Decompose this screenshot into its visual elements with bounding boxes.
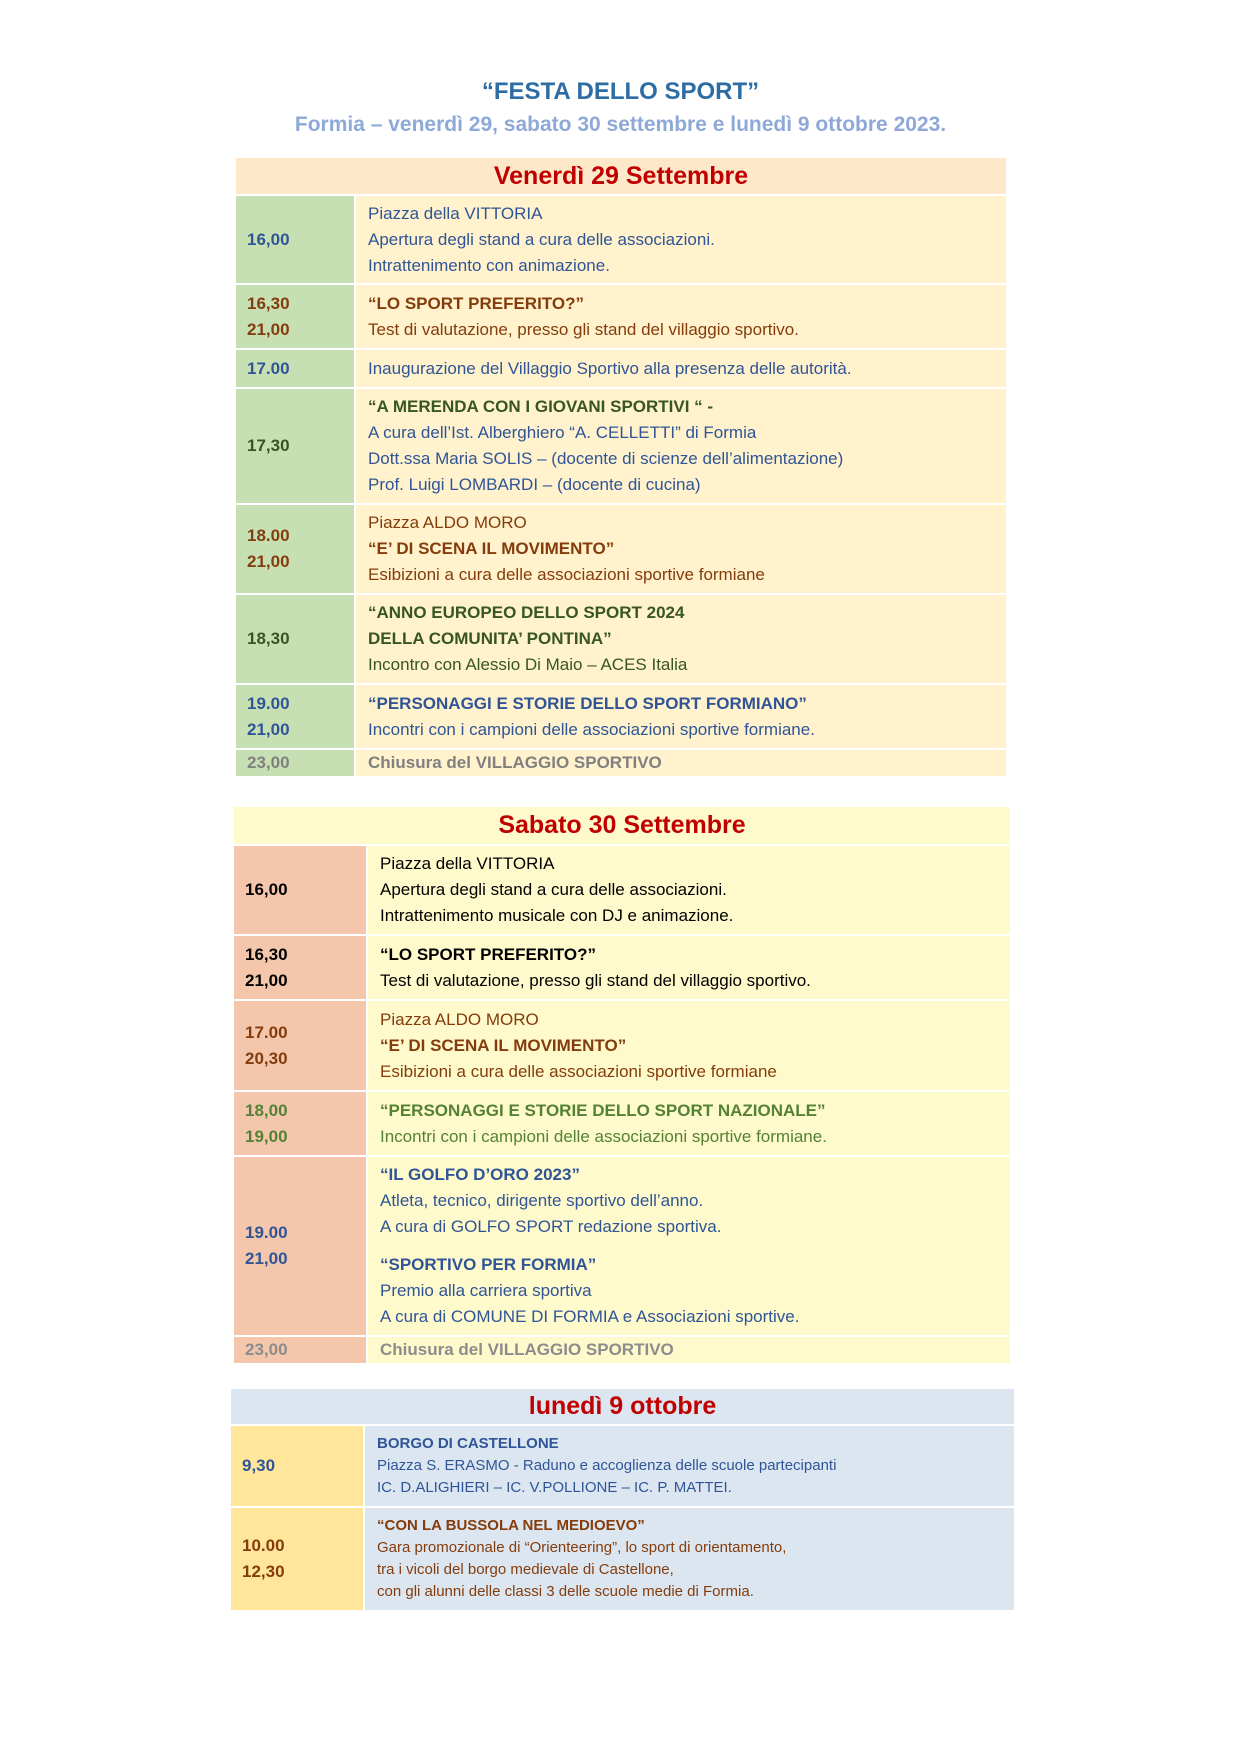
- table-row: [236, 388, 1006, 504]
- table-row: [236, 594, 1006, 684]
- table-row: [234, 1091, 1010, 1156]
- event-cell: Piazza ALDO MORO “E’ DI SCENA IL MOVIMENTO” Esibizioni a cura delle associazioni sportive formiane: [355, 504, 1006, 594]
- time-cell: 18.00 21,00: [236, 504, 355, 594]
- event-cell: Chiusura del VILLAGGIO SPORTIVO: [367, 1336, 1010, 1364]
- event-cell: “ANNO EUROPEO DELLO SPORT 2024 DELLA COMUNITA’ PONTINA” Incontro con Alessio Di Maio – ACES Italia: [355, 594, 1006, 684]
- saturday-heading: Sabato 30 Settembre: [234, 807, 1010, 845]
- table-row: [236, 504, 1006, 594]
- time-cell: 16,00: [236, 195, 355, 284]
- table-row: [234, 1156, 1010, 1336]
- event-cell: “LO SPORT PREFERITO?” Test di valutazione, presso gli stand del villaggio sportivo.: [355, 284, 1006, 349]
- monday-heading: lunedì 9 ottobre: [231, 1389, 1014, 1425]
- saturday-schedule-table: [234, 807, 1010, 1365]
- event-cell: “CON LA BUSSOLA NEL MEDIOEVO” Gara promozionale di “Orienteering”, lo sport di orientamento, tra i vicoli del borgo medievale di Castellone, con gli alunni delle classi 3 delle scuole medie di Formia.: [364, 1507, 1014, 1611]
- table-row: [236, 195, 1006, 284]
- event-cell: “IL GOLFO D’ORO 2023” Atleta, tecnico, dirigente sportivo dell’anno. A cura di GOLFO SPORT redazione sportiva. “SPORTIVO PER FORMIA” Premio alla carriera sportiva A cura di COMUNE DI FORMIA e Associazioni sportive.: [367, 1156, 1010, 1336]
- time-cell: 19.00 21,00: [234, 1156, 367, 1336]
- event-cell: “A MERENDA CON I GIOVANI SPORTIVI “ - A cura dell’Ist. Alberghiero “A. CELLETTI” di Formia Dott.ssa Maria SOLIS – (docente di scienze dell’alimentazione) Prof. Luigi LOMBARDI – (docente di cucina): [355, 388, 1006, 504]
- table-row: [236, 684, 1006, 749]
- page-subtitle: Formia – venerdì 29, sabato 30 settembre e lunedì 9 ottobre 2023.: [294, 113, 947, 136]
- table-row: [234, 1000, 1010, 1091]
- event-cell: Chiusura del VILLAGGIO SPORTIVO: [355, 749, 1006, 777]
- event-cell: “PERSONAGGI E STORIE DELLO SPORT NAZIONALE” Incontri con i campioni delle associazioni sportive formiane.: [367, 1091, 1010, 1156]
- time-cell: 16,30 21,00: [234, 935, 367, 1000]
- table-row: [231, 1425, 1014, 1507]
- monday-schedule-table: [231, 1389, 1014, 1612]
- time-cell: 10.00 12,30: [231, 1507, 364, 1611]
- event-cell: Inaugurazione del Villaggio Sportivo alla presenza delle autorità.: [355, 349, 1006, 388]
- table-row: [231, 1507, 1014, 1611]
- table-row: [234, 1336, 1010, 1364]
- time-cell: 9,30: [231, 1425, 364, 1507]
- friday-schedule-table: [236, 158, 1006, 778]
- time-cell: 16,00: [234, 845, 367, 935]
- time-cell: 17,30: [236, 388, 355, 504]
- time-cell: 16,30 21,00: [236, 284, 355, 349]
- table-row: [234, 845, 1010, 935]
- table-row: [236, 284, 1006, 349]
- time-cell: 17.00 20,30: [234, 1000, 367, 1091]
- event-cell: Piazza della VITTORIA Apertura degli stand a cura delle associazioni. Intrattenimento con animazione.: [355, 195, 1006, 284]
- table-row: [234, 935, 1010, 1000]
- table-row: [236, 749, 1006, 777]
- time-cell: 19.00 21,00: [236, 684, 355, 749]
- event-cell: BORGO DI CASTELLONE Piazza S. ERASMO - Raduno e accoglienza delle scuole partecipanti IC. D.ALIGHIERI – IC. V.POLLIONE – IC. P. MATTEI.: [364, 1425, 1014, 1507]
- table-row: [236, 349, 1006, 388]
- page-title: “FESTA DELLO SPORT”: [481, 78, 760, 105]
- event-cell: Piazza della VITTORIA Apertura degli stand a cura delle associazioni. Intrattenimento musicale con DJ e animazione.: [367, 845, 1010, 935]
- event-cell: “PERSONAGGI E STORIE DELLO SPORT FORMIANO” Incontri con i campioni delle associazioni sportive formiane.: [355, 684, 1006, 749]
- time-cell: 17.00: [236, 349, 355, 388]
- friday-heading: Venerdì 29 Settembre: [236, 158, 1006, 195]
- time-cell: 18,30: [236, 594, 355, 684]
- event-cell: Piazza ALDO MORO “E’ DI SCENA IL MOVIMENTO” Esibizioni a cura delle associazioni sportive formiane: [367, 1000, 1010, 1091]
- event-cell: “LO SPORT PREFERITO?” Test di valutazione, presso gli stand del villaggio sportivo.: [367, 935, 1010, 1000]
- time-cell: 18,00 19,00: [234, 1091, 367, 1156]
- time-cell: 23,00: [234, 1336, 367, 1364]
- time-cell: 23,00: [236, 749, 355, 777]
